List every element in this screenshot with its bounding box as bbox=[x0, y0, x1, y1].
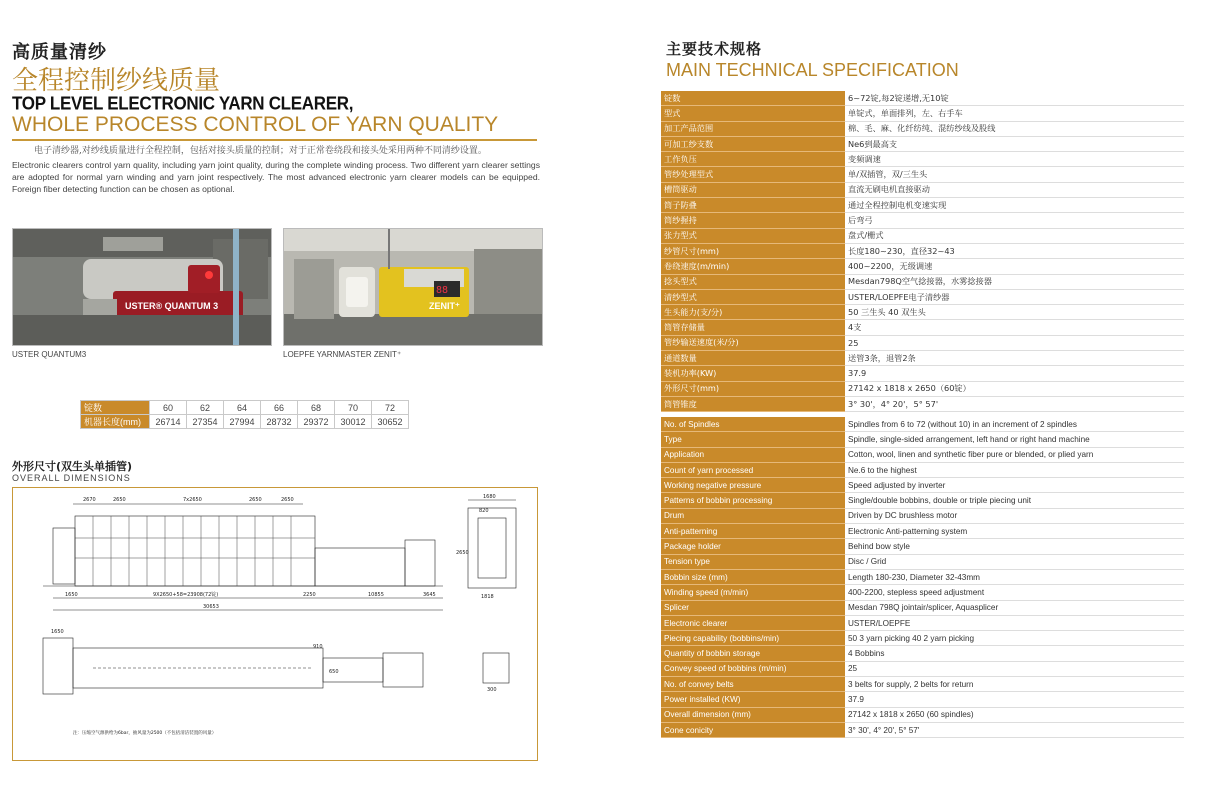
table-cell: 26714 bbox=[150, 415, 187, 429]
table-row bbox=[661, 396, 1184, 411]
dim-label: 820 bbox=[479, 508, 489, 514]
spec-key: Anti-patterning bbox=[661, 524, 845, 539]
dimensions-heading-cn: 外形尺寸(双生头单插管) bbox=[12, 460, 133, 473]
spec-title-en: MAIN TECHNICAL SPECIFICATION bbox=[666, 60, 959, 80]
dim-label: 910 bbox=[313, 644, 323, 650]
spec-key: Tension type bbox=[661, 554, 845, 569]
table-row bbox=[661, 631, 1184, 646]
spec-value: 37.9 bbox=[845, 366, 1184, 381]
table-cell: 64 bbox=[224, 401, 261, 415]
table-cell: 68 bbox=[298, 401, 335, 415]
spec-value: Length 180-230, Diameter 32-43mm bbox=[845, 569, 1184, 584]
spec-key: 槽筒驱动 bbox=[661, 182, 845, 197]
spec-key: Package holder bbox=[661, 539, 845, 554]
spec-key: 纱管尺寸(mm) bbox=[661, 243, 845, 258]
dim-label: 3645 bbox=[423, 592, 436, 598]
spec-key: No. of Spindles bbox=[661, 417, 845, 432]
overall-dimensions-drawing bbox=[12, 487, 538, 761]
dim-label: 9X2650+58=23908(72锭) bbox=[153, 592, 219, 598]
spec-value: 单/双插管，双/三生头 bbox=[845, 167, 1184, 182]
dim-label: 30653 bbox=[203, 604, 219, 610]
spec-key: Winding speed (m/min) bbox=[661, 585, 845, 600]
table-row bbox=[81, 401, 409, 415]
spec-value: 4支 bbox=[845, 320, 1184, 335]
table-row bbox=[661, 335, 1184, 350]
zenit-display: 88 bbox=[436, 285, 449, 296]
spec-table-en bbox=[661, 417, 1184, 738]
dimensions-heading-en: OVERALL DIMENSIONS bbox=[12, 473, 131, 483]
uster-brand-label: USTER® QUANTUM 3 bbox=[125, 301, 219, 311]
table-cell: 30652 bbox=[372, 415, 409, 429]
spec-title-cn: 主要技术规格 bbox=[666, 40, 763, 58]
spec-key: 工作负压 bbox=[661, 152, 845, 167]
table-row bbox=[661, 106, 1184, 121]
spec-table-cn bbox=[661, 91, 1184, 412]
dim-label: 1680 bbox=[483, 494, 496, 500]
en-paragraph: Electronic clearers control yarn quality, including yarn joint quality, during the complete winding process. Two different yarn clearer settings are adopted for normal yarn winding and yarn joint respectively. The most advanced electronic yarn clearer models can be equipped. Foreign fiber detecting function can be chosen as optional. bbox=[12, 160, 540, 194]
spindle-length-table bbox=[80, 400, 409, 429]
table-cell: 72 bbox=[372, 401, 409, 415]
spec-value: 27142 x 1818 x 2650 (60 spindles) bbox=[845, 707, 1184, 722]
table-row bbox=[661, 182, 1184, 197]
table-cell: 29372 bbox=[298, 415, 335, 429]
spec-value: Spindle, single-sided arrangement, left hand or right hand machine bbox=[845, 432, 1184, 447]
spec-key: 加工产品范围 bbox=[661, 121, 845, 136]
dim-label: 2650 bbox=[456, 550, 469, 556]
dim-label: 650 bbox=[329, 669, 339, 675]
spec-key: Convey speed of bobbins (m/min) bbox=[661, 661, 845, 676]
spec-key: Application bbox=[661, 447, 845, 462]
table-row bbox=[661, 585, 1184, 600]
spec-key: 张力型式 bbox=[661, 228, 845, 243]
table-row bbox=[81, 415, 409, 429]
spec-key: 管纱处理型式 bbox=[661, 167, 845, 182]
dim-label: 7x2650 bbox=[183, 497, 202, 503]
spec-key: 管纱输送速度(米/分) bbox=[661, 335, 845, 350]
spindle-row-label: 锭数 bbox=[81, 401, 150, 415]
dim-label: 1650 bbox=[65, 592, 78, 598]
table-cell: 70 bbox=[335, 401, 372, 415]
spec-key: 卷绕速度(m/min) bbox=[661, 259, 845, 274]
spec-key: 装机功率(KW) bbox=[661, 366, 845, 381]
spec-value: 后弯弓 bbox=[845, 213, 1184, 228]
table-row bbox=[661, 167, 1184, 182]
table-row bbox=[661, 462, 1184, 477]
table-cell: 27994 bbox=[224, 415, 261, 429]
en-heading-bold: TOP LEVEL ELECTRONIC YARN CLEARER, bbox=[12, 93, 354, 114]
photo-uster-quantum3 bbox=[12, 228, 272, 346]
spec-key: 清纱型式 bbox=[661, 289, 845, 304]
dim-label: 10855 bbox=[368, 592, 384, 598]
spec-value: 送管3条，退管2条 bbox=[845, 351, 1184, 366]
table-cell: 62 bbox=[187, 401, 224, 415]
table-row bbox=[661, 722, 1184, 737]
spec-value: Mesdan798Q空气捻接器，水雾捻接器 bbox=[845, 274, 1184, 289]
spec-key: 筒管锥度 bbox=[661, 396, 845, 411]
spec-value: 3° 30', 4° 20', 5° 57' bbox=[845, 722, 1184, 737]
table-row bbox=[661, 121, 1184, 136]
spec-key: Count of yarn processed bbox=[661, 462, 845, 477]
spec-key: Bobbin size (mm) bbox=[661, 569, 845, 584]
spec-value: Electronic Anti-patterning system bbox=[845, 524, 1184, 539]
spec-key: 筒管存储量 bbox=[661, 320, 845, 335]
loepfe-device-illustration bbox=[284, 229, 542, 345]
spec-value: 3° 30'，4° 20'，5° 57' bbox=[845, 396, 1184, 411]
table-row bbox=[661, 381, 1184, 396]
table-row bbox=[661, 478, 1184, 493]
dim-label: 300 bbox=[487, 687, 497, 693]
spec-value: 6~72锭,每2锭递增,无10锭 bbox=[845, 91, 1184, 106]
table-row bbox=[661, 432, 1184, 447]
spec-value: 棉、毛、麻、化纤纺纯、混纺纱线及股线 bbox=[845, 121, 1184, 136]
dim-label: 2650 bbox=[281, 497, 294, 503]
zenit-brand-label: ZENIT⁺ bbox=[429, 301, 460, 311]
spec-value: 变频调速 bbox=[845, 152, 1184, 167]
table-row bbox=[661, 366, 1184, 381]
spec-key: Quantity of bobbin storage bbox=[661, 646, 845, 661]
cn-heading-large: 全程控制纱线质量 bbox=[12, 66, 221, 96]
spec-key: 筒纱握持 bbox=[661, 213, 845, 228]
table-row bbox=[661, 615, 1184, 630]
spec-value: 盘式/栅式 bbox=[845, 228, 1184, 243]
machine-drawing bbox=[13, 488, 537, 760]
spec-key: Piecing capability (bobbins/min) bbox=[661, 631, 845, 646]
photo-loepfe-zenit bbox=[283, 228, 543, 346]
spec-key: 筒子防叠 bbox=[661, 198, 845, 213]
spec-value: 400-2200, stepless speed adjustment bbox=[845, 585, 1184, 600]
table-row bbox=[661, 198, 1184, 213]
spec-value: Disc / Grid bbox=[845, 554, 1184, 569]
dim-label: 2650 bbox=[113, 497, 126, 503]
dim-label: 2670 bbox=[83, 497, 96, 503]
spec-value: 单锭式，单面排列，左、右手车 bbox=[845, 106, 1184, 121]
caption-loepfe: LOEPFE YARNMASTER ZENIT⁺ bbox=[283, 350, 402, 359]
cn-heading-small: 高质量清纱 bbox=[12, 42, 107, 63]
spec-value: 直流无刷电机直接驱动 bbox=[845, 182, 1184, 197]
heading-rule bbox=[12, 139, 537, 141]
spec-value: Cotton, wool, linen and synthetic fiber pure or blended, or plied yarn bbox=[845, 447, 1184, 462]
spec-value: Behind bow style bbox=[845, 539, 1184, 554]
spec-value: USTER/LOEPFE电子清纱器 bbox=[845, 289, 1184, 304]
spec-key: 通道数量 bbox=[661, 351, 845, 366]
table-row bbox=[661, 351, 1184, 366]
spec-value: USTER/LOEPFE bbox=[845, 615, 1184, 630]
spec-key: 型式 bbox=[661, 106, 845, 121]
table-row bbox=[661, 539, 1184, 554]
table-row bbox=[661, 305, 1184, 320]
cn-paragraph: 电子清纱器,对纱线质量进行全程控制，包括对接头质量的控制；对于正常卷绕段和接头处采用两种不同清纱设置。 bbox=[34, 146, 487, 156]
spec-key: Type bbox=[661, 432, 845, 447]
spec-value: Mesdan 798Q jointair/splicer, Aquasplicer bbox=[845, 600, 1184, 615]
table-cell: 66 bbox=[261, 401, 298, 415]
table-row bbox=[661, 274, 1184, 289]
table-row bbox=[661, 508, 1184, 523]
spec-value: 通过全程控制电机变速实现 bbox=[845, 198, 1184, 213]
uster-device-illustration bbox=[13, 229, 271, 345]
spec-key: Working negative pressure bbox=[661, 478, 845, 493]
spec-value: 50 3 yarn picking 40 2 yarn picking bbox=[845, 631, 1184, 646]
caption-uster: USTER QUANTUM3 bbox=[12, 350, 87, 359]
table-row bbox=[661, 692, 1184, 707]
table-row bbox=[661, 524, 1184, 539]
spec-key: Cone conicity bbox=[661, 722, 845, 737]
table-row bbox=[661, 569, 1184, 584]
table-row bbox=[661, 136, 1184, 151]
spec-value: Ne6到最高支 bbox=[845, 136, 1184, 151]
table-row bbox=[661, 259, 1184, 274]
spec-value: 50 三生头 40 双生头 bbox=[845, 305, 1184, 320]
spec-key: Splicer bbox=[661, 600, 845, 615]
table-row bbox=[661, 677, 1184, 692]
table-cell: 60 bbox=[150, 401, 187, 415]
table-cell: 28732 bbox=[261, 415, 298, 429]
spec-key: 捻头型式 bbox=[661, 274, 845, 289]
spec-value: 27142 x 1818 x 2650（60锭） bbox=[845, 381, 1184, 396]
spec-value: Speed adjusted by inverter bbox=[845, 478, 1184, 493]
spec-key: Overall dimension (mm) bbox=[661, 707, 845, 722]
table-row bbox=[661, 554, 1184, 569]
table-row bbox=[661, 646, 1184, 661]
spec-value: Ne.6 to the highest bbox=[845, 462, 1184, 477]
table-row bbox=[661, 600, 1184, 615]
spec-key: 生头能力(支/分) bbox=[661, 305, 845, 320]
table-cell: 30012 bbox=[335, 415, 372, 429]
en-heading-light: WHOLE PROCESS CONTROL OF YARN QUALITY bbox=[12, 113, 499, 136]
spec-value: Driven by DC brushless motor bbox=[845, 508, 1184, 523]
spec-key: Electronic clearer bbox=[661, 615, 845, 630]
spec-value: 37.9 bbox=[845, 692, 1184, 707]
spec-value: 25 bbox=[845, 661, 1184, 676]
spec-value: 长度180~230，直径32~43 bbox=[845, 243, 1184, 258]
table-row bbox=[661, 289, 1184, 304]
spec-key: Power installed (KW) bbox=[661, 692, 845, 707]
table-row bbox=[661, 91, 1184, 106]
dim-label: 1818 bbox=[481, 594, 494, 600]
table-row bbox=[661, 493, 1184, 508]
spec-value: Single/double bobbins, double or triple piecing unit bbox=[845, 493, 1184, 508]
spec-key: 外形尺寸(mm) bbox=[661, 381, 845, 396]
spec-key: 可加工纱支数 bbox=[661, 136, 845, 151]
table-row bbox=[661, 320, 1184, 335]
table-row bbox=[661, 707, 1184, 722]
spec-value: Spindles from 6 to 72 (without 10) in an increment of 2 spindles bbox=[845, 417, 1184, 432]
spec-key: No. of convey belts bbox=[661, 677, 845, 692]
table-row bbox=[661, 152, 1184, 167]
dim-label: 2250 bbox=[303, 592, 316, 598]
table-row bbox=[661, 228, 1184, 243]
spec-value: 4 Bobbins bbox=[845, 646, 1184, 661]
dim-label: 2650 bbox=[249, 497, 262, 503]
table-row bbox=[661, 243, 1184, 258]
table-row bbox=[661, 447, 1184, 462]
table-row bbox=[661, 661, 1184, 676]
spec-value: 25 bbox=[845, 335, 1184, 350]
dim-label: 1650 bbox=[51, 629, 64, 635]
spec-value: 400~2200，无级调速 bbox=[845, 259, 1184, 274]
spec-key: Patterns of bobbin processing bbox=[661, 493, 845, 508]
spec-value: 3 belts for supply, 2 belts for return bbox=[845, 677, 1184, 692]
table-cell: 27354 bbox=[187, 415, 224, 429]
table-row bbox=[661, 417, 1184, 432]
drawing-note: 注：压缩空气源供给为6bar，抽风量为2500（不包括清洁装置的风量） bbox=[73, 731, 217, 736]
spec-key: 锭数 bbox=[661, 91, 845, 106]
length-row-label: 机器长度(mm) bbox=[81, 415, 150, 429]
table-row bbox=[661, 213, 1184, 228]
spec-key: Drum bbox=[661, 508, 845, 523]
